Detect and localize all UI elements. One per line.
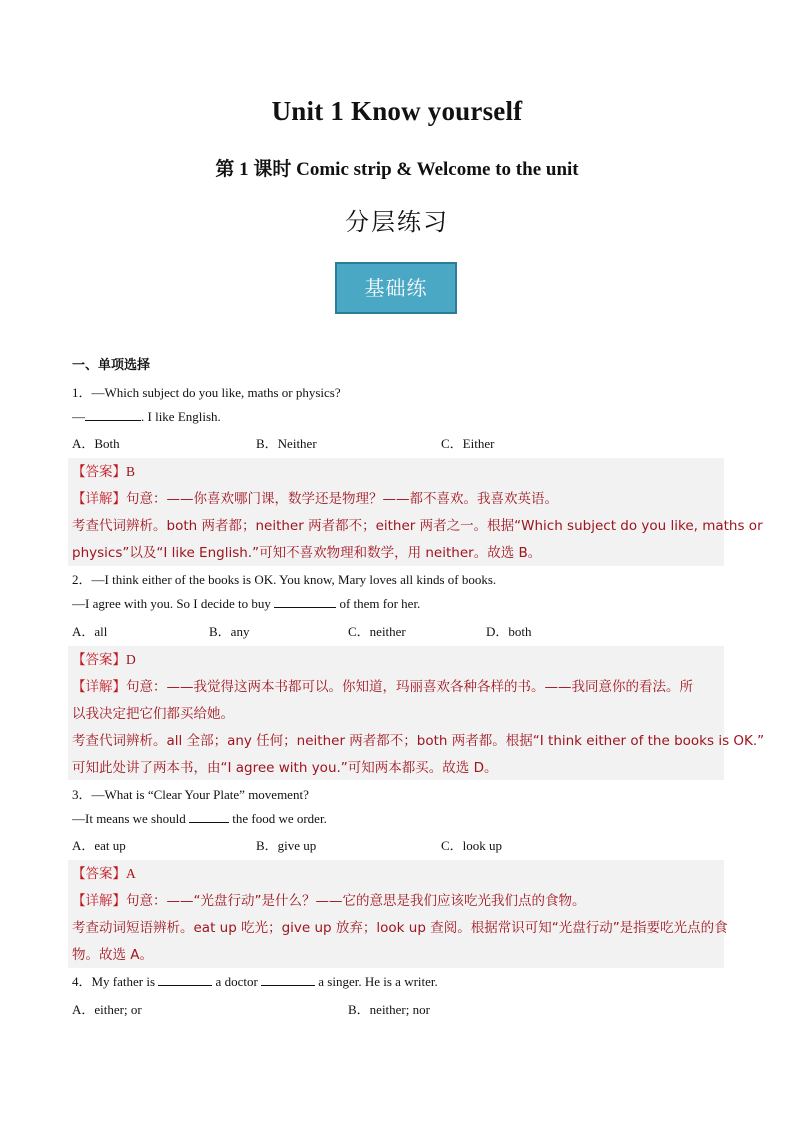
question-4-mid: a doctor — [215, 974, 258, 989]
detail-text: 句意：——我觉得这两本书都可以。你知道，玛丽喜欢各种各样的书。——我同意你的看法。所 — [126, 679, 693, 695]
detail-2-line-3: 考查代词辨析。all 全部；any 任何；neither 两者都不；both 两者都。根据“I think either of the books is OK.” — [72, 733, 765, 749]
question-1-line-2 — [72, 408, 221, 425]
answer-2 — [72, 648, 136, 668]
question-2-option-d: D．both — [486, 624, 532, 639]
question-1-option-a: A．Both — [72, 436, 120, 451]
lesson-subtitle: 第 1 课时 Comic strip & Welcome to the unit — [215, 159, 579, 180]
detail-tag: 【详解】 — [72, 679, 126, 695]
question-3-option-c: C．look up — [441, 838, 503, 853]
answer-blank — [158, 973, 212, 986]
detail-3-line-1 — [72, 889, 586, 909]
question-1-option-c: C．Either — [441, 436, 495, 451]
answer-value: B — [126, 464, 136, 479]
answer-blank — [85, 408, 141, 421]
answer-tag: 【答案】 — [72, 464, 126, 480]
question-2-option-b: B．any — [209, 624, 250, 639]
question-4-prefix: 4．My father is — [72, 974, 156, 989]
detail-2-line-2: 以我决定把它们都买给她。 — [72, 706, 234, 722]
answer-3 — [72, 862, 136, 882]
detail-1-line-1 — [72, 487, 558, 507]
answer-blank — [261, 973, 315, 986]
question-3-prefix: —It means we should — [72, 811, 186, 826]
layered-practice-heading: 分层练习 — [345, 208, 449, 236]
detail-2-line-4: 可知此处讲了两本书，由“I agree with you.”可知两本都买。故选 D。 — [72, 760, 498, 776]
answer-tag: 【答案】 — [72, 652, 126, 668]
question-4-option-a: A．either; or — [72, 1002, 142, 1017]
question-2-option-c: C．neither — [348, 624, 406, 639]
detail-text: 句意：——你喜欢哪门课，数学还是物理？——都不喜欢。我喜欢英语。 — [126, 491, 558, 507]
detail-3-line-3: 物。故选 A。 — [72, 947, 154, 963]
question-2-option-a: A．all — [72, 624, 108, 639]
detail-2-line-1 — [72, 675, 693, 695]
page-title: Unit 1 Know yourself — [271, 96, 523, 126]
question-2-line-1: 2．—I think either of the books is OK. You know, Mary loves all kinds of books. — [72, 572, 497, 587]
question-1-suffix: . I like English. — [141, 409, 221, 424]
basic-practice-badge: 基础练 — [335, 262, 457, 314]
answer-1 — [72, 460, 135, 480]
answer-box-3 — [68, 860, 724, 968]
question-1-dash: — — [72, 409, 85, 424]
question-4-suffix: a singer. He is a writer. — [318, 974, 438, 989]
answer-value: A — [126, 866, 136, 881]
question-3-line-2 — [72, 810, 327, 827]
question-3-suffix: the food we order. — [232, 811, 327, 826]
question-2-line-2 — [72, 595, 420, 612]
detail-1-line-3: physics”以及“I like English.”可知不喜欢物理和数学，用 neither。故选 B。 — [72, 545, 542, 561]
detail-tag: 【详解】 — [72, 491, 126, 507]
answer-blank — [274, 595, 336, 608]
question-2-suffix: of them for her. — [339, 596, 421, 611]
question-3-option-a: A．eat up — [72, 838, 126, 853]
detail-1-line-2: 考查代词辨析。both 两者都；neither 两者都不；either 两者之一。根据“Which subject do you like, maths or — [72, 518, 763, 534]
answer-value: D — [126, 652, 136, 667]
detail-3-line-2: 考查动词短语辨析。eat up 吃光；give up 放弃；look up 查阅。根据常识可知“光盘行动”是指要吃光点的食 — [72, 920, 728, 936]
detail-tag: 【详解】 — [72, 893, 126, 909]
question-2-prefix: —I agree with you. So I decide to buy — [72, 596, 271, 611]
section-title: 一、单项选择 — [72, 358, 151, 373]
answer-blank — [189, 810, 229, 823]
question-3-option-b: B．give up — [256, 838, 317, 853]
question-4-line-1 — [72, 971, 438, 990]
question-3-line-1: 3．—What is “Clear Your Plate” movement? — [72, 787, 309, 802]
answer-tag: 【答案】 — [72, 866, 126, 882]
detail-text: 句意：——“光盘行动”是什么？——它的意思是我们应该吃光我们点的食物。 — [126, 893, 586, 909]
question-1-line-1: 1．—Which subject do you like, maths or physics? — [72, 385, 341, 400]
question-4-option-b: B．neither; nor — [348, 1002, 430, 1017]
question-1-option-b: B．Neither — [256, 436, 317, 451]
